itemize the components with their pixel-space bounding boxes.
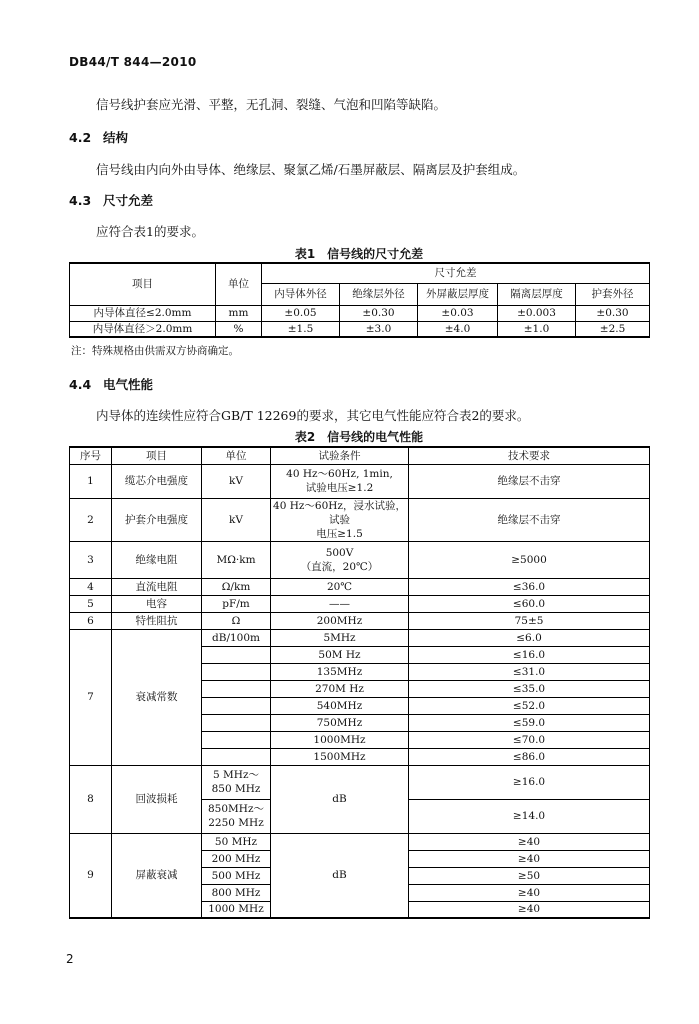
table-row: [70, 833, 650, 850]
subheader: 内导体外径: [262, 283, 340, 305]
row-requirement: ≤6.0: [409, 629, 650, 646]
row-unit: 1000 MHz: [202, 901, 271, 918]
row-no: 3: [70, 541, 112, 578]
section-title: 结构: [103, 130, 129, 145]
row-requirement: ≥16.0: [409, 765, 650, 799]
table-row: [70, 612, 650, 629]
subheader: 隔离层厚度: [498, 283, 576, 305]
row-condition: 20℃: [271, 578, 409, 595]
cell-value: ±0.30: [576, 305, 650, 321]
subheader: 外屏蔽层厚度: [418, 283, 498, 305]
page-number: 2: [66, 952, 74, 966]
cell-value: ±0.05: [262, 305, 340, 321]
row-unit: 200 MHz: [202, 850, 271, 867]
row-item: 回波损耗: [112, 765, 202, 833]
table-row: [70, 464, 650, 498]
row-requirement: ≤59.0: [409, 714, 650, 731]
row-requirement: ≤16.0: [409, 646, 650, 663]
cell-value: ±1.0: [498, 321, 576, 337]
electrical-text: 内导体的连续性应符合GB/T 12269的要求，其它电气性能应符合表2的要求。: [96, 408, 530, 423]
dimension-tolerance-table: [69, 262, 650, 338]
row-requirement: ≤86.0: [409, 748, 650, 765]
row-condition: dB: [271, 765, 409, 833]
condition-line: 试验电压≥1.2: [305, 482, 374, 494]
empty-cell: [202, 731, 271, 748]
row-requirement: ≤31.0: [409, 663, 650, 680]
section-number: 4.2: [69, 130, 92, 145]
table-row: [70, 321, 650, 337]
cell-value: ±2.5: [576, 321, 650, 337]
row-unit: kV: [202, 464, 271, 498]
row-requirement: ≤36.0: [409, 578, 650, 595]
subheader: 护套外径: [576, 283, 650, 305]
cell-value: ±0.30: [340, 305, 418, 321]
condition-line: 500V: [325, 546, 354, 559]
row-requirement: ≥40: [409, 833, 650, 850]
header-unit: 单位: [216, 263, 262, 305]
row-no: 1: [70, 464, 112, 498]
header-item: 项目: [112, 447, 202, 464]
surface-requirement-text: 信号线护套应光滑、平整，无孔洞、裂缝、气泡和凹陷等缺陷。: [96, 97, 447, 112]
row-condition: [271, 464, 409, 498]
row-unit: kV: [202, 498, 271, 541]
table-row: [70, 541, 650, 578]
row-item: 直流电阻: [112, 578, 202, 595]
empty-cell: [202, 748, 271, 765]
row-item: 内导体直径≤2.0mm: [70, 305, 216, 321]
section-4-4-heading: [69, 375, 153, 393]
condition-line: 电压≥1.5: [316, 527, 363, 540]
row-unit: dB/100m: [202, 629, 271, 646]
cell-value: ±3.0: [340, 321, 418, 337]
row-item: 衰减常数: [112, 629, 202, 765]
table-row: [70, 305, 650, 321]
cell-value: ±1.5: [262, 321, 340, 337]
header-requirement: 技术要求: [409, 447, 650, 464]
row-requirement: 绝缘层不击穿: [409, 498, 650, 541]
table-row: [70, 629, 650, 646]
structure-text: 信号线由内向外由导体、绝缘层、聚氯乙烯/石墨屏蔽层、隔离层及护套组成。: [96, 162, 526, 177]
section-title: 尺寸允差: [103, 193, 154, 208]
subheader: 绝缘层外径: [340, 283, 418, 305]
unit-line: 850 MHz: [211, 783, 261, 795]
row-condition: 270M Hz: [271, 680, 409, 697]
row-item: 内导体直径＞2.0mm: [70, 321, 216, 337]
row-unit: MΩ·km: [202, 541, 271, 578]
table-row: [70, 595, 650, 612]
row-condition: ——: [271, 595, 409, 612]
row-no: 9: [70, 833, 112, 918]
section-number: 4.4: [69, 377, 92, 392]
row-condition: 50M Hz: [271, 646, 409, 663]
row-condition: 540MHz: [271, 697, 409, 714]
empty-cell: [202, 714, 271, 731]
row-unit: [202, 799, 271, 833]
cell-value: ±0.003: [498, 305, 576, 321]
section-4-2-heading: [69, 128, 128, 146]
unit-line: 2250 MHz: [208, 817, 264, 829]
row-unit: [202, 765, 271, 799]
empty-cell: [202, 646, 271, 663]
row-unit: 50 MHz: [202, 833, 271, 850]
row-requirement: ≥40: [409, 850, 650, 867]
row-item: 护套介电强度: [112, 498, 202, 541]
header-no: 序号: [70, 447, 112, 464]
condition-line: 40 Hz～60Hz, 1min,: [286, 468, 393, 480]
table2-caption: 表2 信号线的电气性能: [294, 430, 424, 444]
row-unit: Ω/km: [202, 578, 271, 595]
table-row: [70, 578, 650, 595]
row-no: 7: [70, 629, 112, 765]
row-requirement: 75±5: [409, 612, 650, 629]
condition-line: 40 Hz～60Hz，浸水试验，试验: [273, 499, 406, 526]
electrical-performance-table: [69, 446, 650, 919]
row-condition: [271, 498, 409, 541]
row-item: 绝缘电阻: [112, 541, 202, 578]
section-title: 电气性能: [103, 377, 154, 392]
row-no: 8: [70, 765, 112, 833]
row-requirement: ≥5000: [409, 541, 650, 578]
row-unit: Ω: [202, 612, 271, 629]
header-unit: 单位: [202, 447, 271, 464]
row-condition: 135MHz: [271, 663, 409, 680]
row-no: 5: [70, 595, 112, 612]
row-item: 特性阻抗: [112, 612, 202, 629]
row-unit: 500 MHz: [202, 867, 271, 884]
table-row: [70, 498, 650, 541]
row-no: 4: [70, 578, 112, 595]
row-unit: %: [216, 321, 262, 337]
row-requirement: ≥14.0: [409, 799, 650, 833]
section-number: 4.3: [69, 193, 92, 208]
row-condition: dB: [271, 833, 409, 918]
header-tolerance-group: 尺寸允差: [262, 263, 650, 283]
empty-cell: [202, 680, 271, 697]
row-requirement: ≤35.0: [409, 680, 650, 697]
row-requirement: ≥40: [409, 884, 650, 901]
row-condition: 1000MHz: [271, 731, 409, 748]
row-item: 屏蔽衰减: [112, 833, 202, 918]
section-4-3-heading: [69, 191, 153, 209]
row-requirement: ≤52.0: [409, 697, 650, 714]
cell-value: ±4.0: [418, 321, 498, 337]
row-no: 2: [70, 498, 112, 541]
row-requirement: ≥40: [409, 901, 650, 918]
row-requirement: ≤60.0: [409, 595, 650, 612]
row-condition: 200MHz: [271, 612, 409, 629]
condition-line: （直流，20℃）: [300, 560, 379, 573]
table-row: [70, 765, 650, 799]
unit-line: 5 MHz～: [213, 769, 259, 781]
empty-cell: [202, 663, 271, 680]
cell-value: ±0.03: [418, 305, 498, 321]
header-condition: 试验条件: [271, 447, 409, 464]
header-item: 项目: [70, 263, 216, 305]
row-item: 缆芯介电强度: [112, 464, 202, 498]
document-code-header: DB44/T 844—2010: [69, 55, 197, 69]
row-no: 6: [70, 612, 112, 629]
table1-caption: 表1 信号线的尺寸允差: [294, 247, 424, 261]
row-unit: mm: [216, 305, 262, 321]
dimension-text: 应符合表1的要求。: [96, 224, 204, 239]
row-requirement: ≥50: [409, 867, 650, 884]
table1-note: 注：特殊规格由供需双方协商确定。: [71, 345, 239, 357]
row-condition: [271, 541, 409, 578]
row-requirement: 绝缘层不击穿: [409, 464, 650, 498]
row-item: 电容: [112, 595, 202, 612]
unit-line: 850MHz～: [208, 803, 264, 815]
row-condition: 5MHz: [271, 629, 409, 646]
row-unit: pF/m: [202, 595, 271, 612]
row-requirement: ≤70.0: [409, 731, 650, 748]
empty-cell: [202, 697, 271, 714]
row-condition: 750MHz: [271, 714, 409, 731]
row-unit: 800 MHz: [202, 884, 271, 901]
row-condition: 1500MHz: [271, 748, 409, 765]
